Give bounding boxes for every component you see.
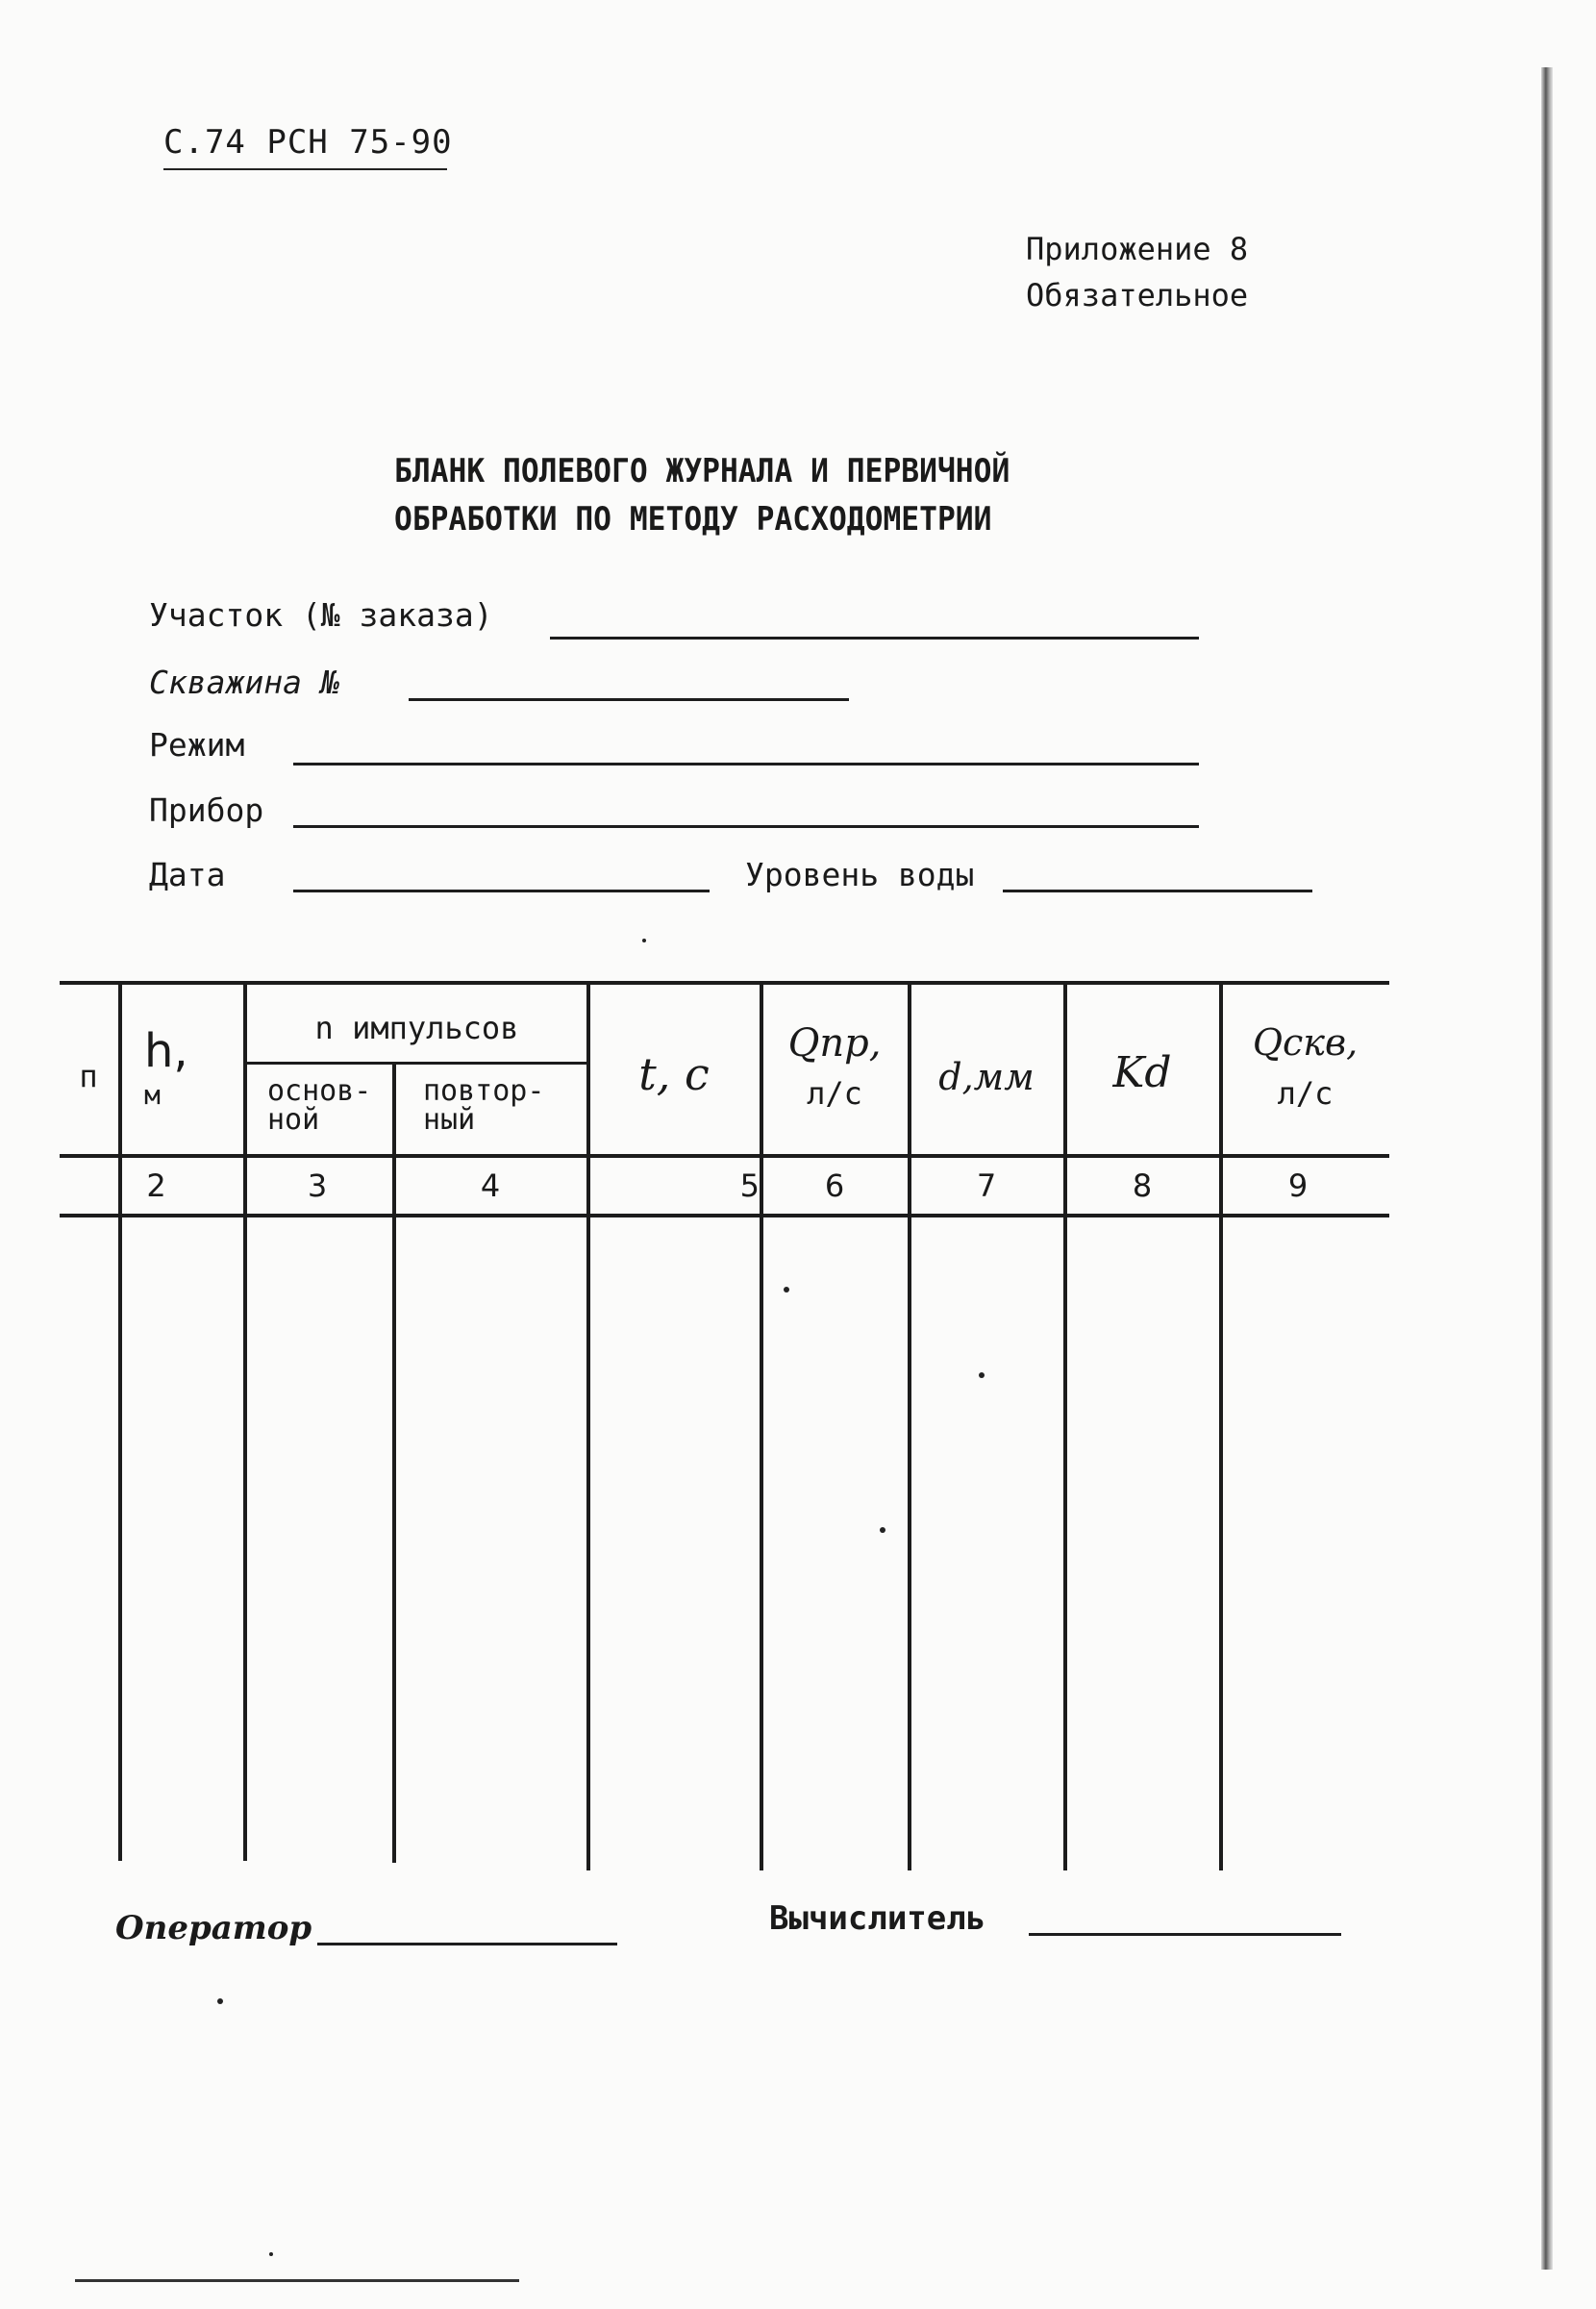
- col-h-unit: м: [144, 1079, 161, 1111]
- page-reference: С.74 РСН 75-90: [163, 123, 453, 162]
- operator-label: Оператор: [115, 1909, 312, 1947]
- scan-speck: [217, 1998, 223, 2004]
- col-q-pr-header: Qпр,: [787, 1021, 882, 1066]
- col-number: 9: [1287, 1167, 1309, 1204]
- impulses-group-header: n импульсов: [314, 1010, 519, 1046]
- scan-speck: [784, 1287, 789, 1293]
- device-label: Прибор: [149, 791, 264, 829]
- scan-speck: [642, 939, 646, 942]
- calculator-label: Вычислитель: [769, 1899, 986, 1938]
- appendix-title: Приложение 8: [1026, 231, 1249, 267]
- col-number: 6: [824, 1167, 845, 1204]
- col-number: 3: [307, 1167, 328, 1204]
- col-d-header: d,мм: [938, 1056, 1035, 1098]
- operator-signature-line[interactable]: [317, 1943, 617, 1945]
- col-main-header: основ- ной: [267, 1074, 372, 1137]
- col-divider-7: [1063, 981, 1067, 1870]
- section-label: Участок (№ заказа): [149, 596, 493, 634]
- date-input-line[interactable]: [293, 890, 710, 892]
- col-number: 2: [146, 1167, 166, 1204]
- water-level-input-line[interactable]: [1003, 890, 1312, 892]
- col-q-skv-unit: л/с: [1277, 1075, 1334, 1112]
- col-number: 4: [480, 1167, 501, 1204]
- mode-input-line[interactable]: [293, 763, 1199, 765]
- well-input-line[interactable]: [409, 698, 849, 701]
- calculator-signature-line[interactable]: [1029, 1933, 1341, 1936]
- date-label: Дата: [149, 856, 226, 893]
- col-repeat-header: повтор- ный: [423, 1074, 545, 1137]
- col-q-skv-header: Qскв,: [1252, 1021, 1359, 1064]
- scan-speck: [880, 1527, 885, 1533]
- section-input-line[interactable]: [550, 637, 1199, 640]
- device-input-line[interactable]: [293, 825, 1199, 828]
- table-top-rule: [60, 981, 1389, 985]
- col-divider-8: [1219, 981, 1223, 1870]
- footer-rule: [75, 2279, 519, 2282]
- mode-label: Режим: [149, 726, 245, 764]
- col-number: 7: [976, 1167, 997, 1204]
- appendix-status: Обязательное: [1026, 277, 1249, 314]
- scan-edge-stripe: [1541, 67, 1553, 2270]
- scan-speck: [269, 2252, 273, 2256]
- col-number: 5: [739, 1167, 760, 1204]
- impulses-subheader-rule: [245, 1062, 588, 1065]
- form-title-line-1: БЛАНК ПОЛЕВОГО ЖУРНАЛА И ПЕРВИЧНОЙ: [394, 452, 1010, 490]
- col-divider-1: [118, 981, 122, 1861]
- form-title-line-2: ОБРАБОТКИ ПО МЕТОДУ РАСХОДОМЕТРИИ: [394, 500, 992, 539]
- page-reference-underline: [163, 168, 447, 170]
- table-number-row-rule: [60, 1214, 1389, 1217]
- water-level-label: Уровень воды: [745, 856, 975, 893]
- well-label: Скважина №: [149, 664, 340, 701]
- col-1-header-fragment: п: [79, 1058, 98, 1094]
- col-divider-6: [908, 981, 911, 1870]
- col-kd-header: Kd: [1112, 1048, 1172, 1097]
- col-divider-5: [760, 981, 763, 1870]
- col-divider-2: [243, 981, 247, 1861]
- scan-speck: [979, 1372, 985, 1378]
- col-number: 8: [1132, 1167, 1153, 1204]
- table-header-bottom-rule: [60, 1154, 1389, 1158]
- col-h-header: h,: [144, 1024, 188, 1078]
- col-q-pr-unit: л/с: [807, 1075, 862, 1112]
- col-t-header: t, с: [638, 1048, 710, 1100]
